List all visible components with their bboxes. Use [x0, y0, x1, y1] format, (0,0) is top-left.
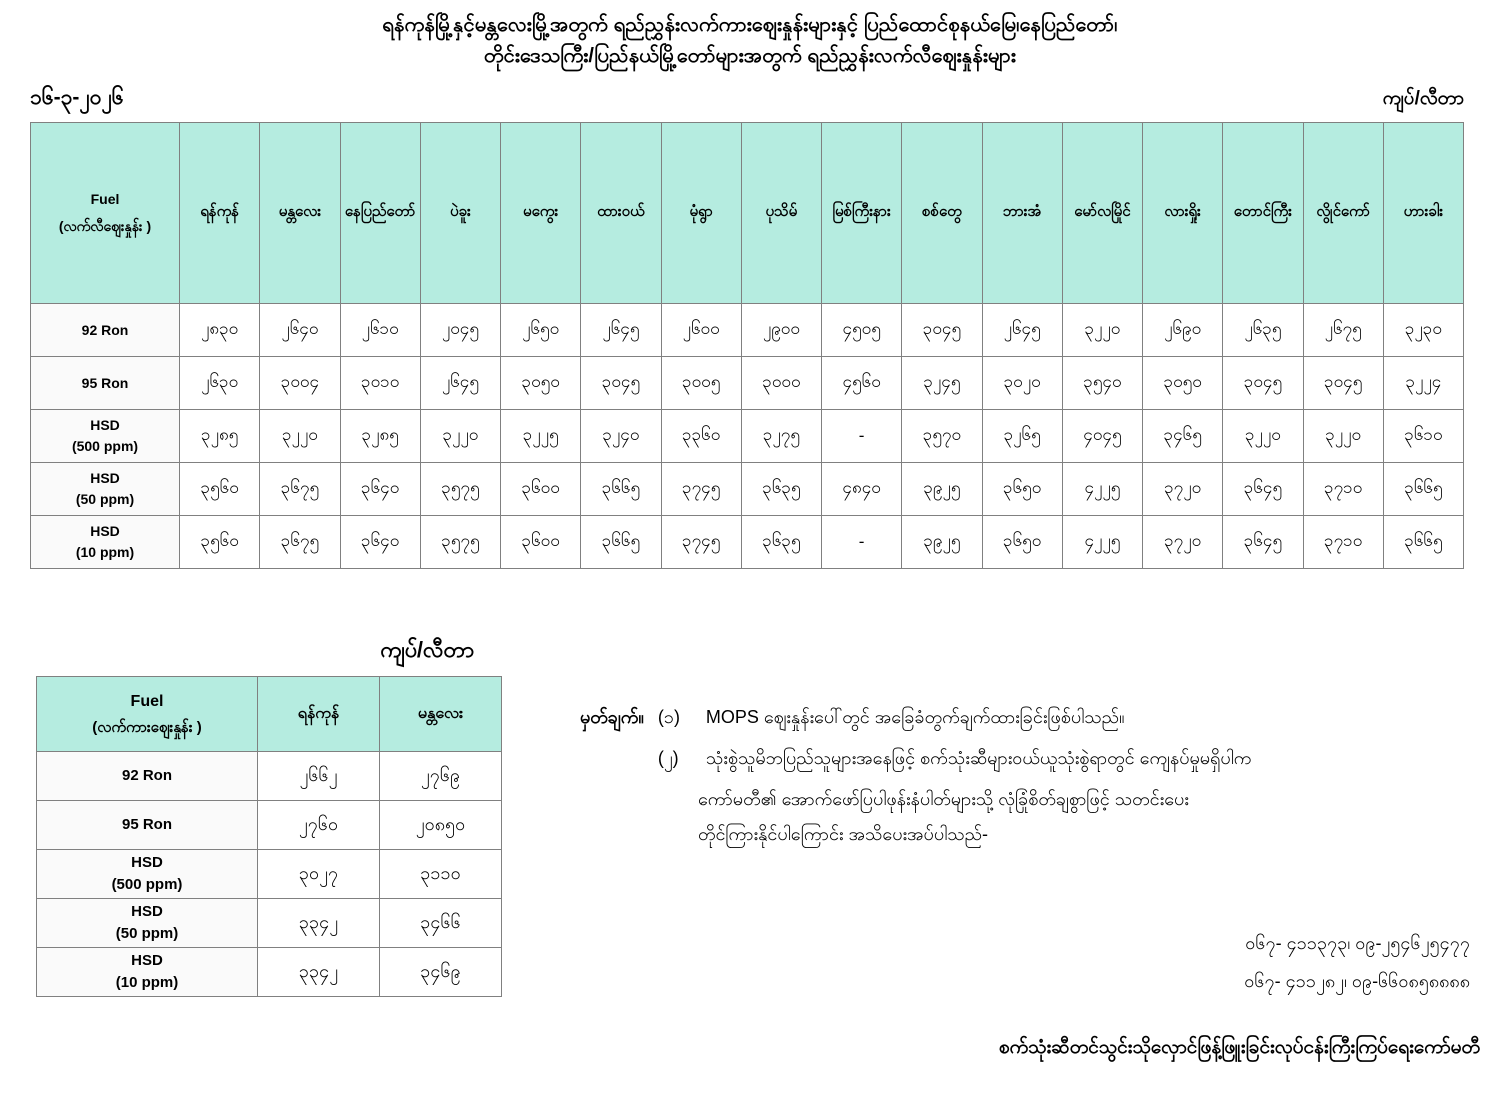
price-cell: ၃၀၄၅ [581, 357, 661, 410]
column-header-city: မုံရွာ [661, 123, 741, 304]
price-cell: ၃၀၂၇ [258, 850, 380, 899]
price-cell: ၂၈၃၀ [180, 304, 260, 357]
price-cell: ၃၀၀၀ [741, 357, 821, 410]
column-header-city: မော်လမြိုင် [1062, 123, 1142, 304]
table-row [37, 801, 502, 850]
row-label-line-1: 92 Ron [121, 766, 172, 784]
column-header-city: လားရှိုး [1143, 123, 1223, 304]
price-cell: ၄၅၀၅ [822, 304, 902, 357]
price-cell: ၃၇၂၀ [1143, 463, 1223, 516]
row-label-line-1: 95 Ron [121, 815, 172, 833]
row-label [37, 899, 258, 948]
price-cell: ၃၆၇၅ [260, 463, 340, 516]
column-header-city: လွိုင်ကော် [1303, 123, 1383, 304]
row-label [31, 410, 180, 463]
price-cell: ၃၆၆၅ [1383, 463, 1463, 516]
table-row [31, 516, 1464, 569]
note-text: ကော်မတီ၏ အောက်ဖော်ပြပါဖုန်းနံပါတ်များသို့ လုံခြုံစိတ်ချစွာဖြင့် သတင်းပေး [698, 789, 1189, 810]
table-row [31, 410, 1464, 463]
price-cell: ၃၂၂၀ [1223, 410, 1303, 463]
price-cell: - [822, 516, 902, 569]
row-label-line-2: (10 ppm) [75, 544, 135, 560]
price-cell: ၃၅၄၀ [1062, 357, 1142, 410]
price-cell: ၃၆၆၅ [581, 463, 661, 516]
price-cell: ၂၆၀၀ [661, 304, 741, 357]
price-cell: ၃၅၆၀ [180, 463, 260, 516]
row-label [37, 801, 258, 850]
price-cell: ၃၂၃၀ [1383, 304, 1463, 357]
price-cell: ၄၀၄၅ [1062, 410, 1142, 463]
price-cell: ၃၆၆၅ [581, 516, 661, 569]
row-label-line-1: HSD [90, 523, 120, 539]
fuel-header-line-2: (လက်ကားဈေးနှုန်း ) [92, 718, 202, 736]
row-label [37, 948, 258, 997]
wholesale-price-table-head [37, 677, 502, 752]
price-cell: ၃၂၂၀ [420, 410, 500, 463]
row-label-line-1: HSD [90, 417, 120, 433]
price-cell: ၃၂၂၀ [260, 410, 340, 463]
column-header-city: မကွေး [501, 123, 581, 304]
column-header-city: ထားဝယ် [581, 123, 661, 304]
row-label-line-1: HSD [131, 902, 163, 920]
column-header-fuel [37, 677, 258, 752]
row-label-line-2: (500 ppm) [71, 438, 139, 454]
note-number: (၁) [657, 707, 680, 727]
column-header-city: တောင်ကြီး [1223, 123, 1303, 304]
price-cell: ၃၂၈၅ [180, 410, 260, 463]
price-cell: ၃၂၄၀ [581, 410, 661, 463]
row-label-line-1: HSD [90, 470, 120, 486]
price-cell: ၂၆၄၅ [420, 357, 500, 410]
price-cell: ၃၂၇၅ [741, 410, 821, 463]
price-cell: ၂၀၈၅၀ [380, 801, 502, 850]
column-header-city: မန္တလေး [380, 677, 502, 752]
price-cell: ၃၆၇၅ [260, 516, 340, 569]
price-cell: ၃၀၅၀ [501, 357, 581, 410]
unit-label-wholesale-table: ကျပ်/လီတာ [380, 637, 475, 662]
price-cell: ၃၂၂၅ [501, 410, 581, 463]
price-cell: ၄၅၆၀ [822, 357, 902, 410]
row-label [31, 357, 180, 410]
row-label [31, 304, 180, 357]
price-cell: ၄၂၂၅ [1062, 463, 1142, 516]
table-row [37, 850, 502, 899]
price-cell: ၃၇၁၀ [1303, 516, 1383, 569]
price-cell: ၃၆၅၀ [982, 463, 1062, 516]
column-header-city: မန္တလေး [260, 123, 340, 304]
row-label-line-2: (50 ppm) [75, 491, 135, 507]
price-cell: ၃၅၆၀ [180, 516, 260, 569]
price-cell: ၃၃၄၂ [258, 948, 380, 997]
note-text: တိုင်ကြားနိုင်ပါကြောင်း အသိပေးအပ်ပါသည်- [698, 824, 988, 845]
unit-label-main-table: ကျပ်/လီတာ [1382, 88, 1464, 109]
price-cell: ၃၇၄၅ [661, 463, 741, 516]
column-header-city: ဟားခါး [1383, 123, 1463, 304]
row-label [37, 850, 258, 899]
note-number: (၂) [657, 748, 679, 769]
retail-price-table [30, 122, 1464, 569]
price-cell: ၃၇၁၀ [1303, 463, 1383, 516]
price-cell: ၃၆၆၅ [1383, 516, 1463, 569]
price-cell: ၃၄၆၆ [380, 899, 502, 948]
price-cell: ၃၅၇၀ [902, 410, 982, 463]
price-cell: ၂၉၀၀ [741, 304, 821, 357]
column-header-city: ရန်ကုန် [180, 123, 260, 304]
row-label-line-2: (10 ppm) [115, 974, 179, 991]
price-cell: ၃၆၄၀ [340, 463, 420, 516]
price-cell: ၃၁၁၀ [380, 850, 502, 899]
row-label-line-1: 92 Ron [81, 321, 129, 338]
row-label-line-2: (500 ppm) [111, 876, 183, 893]
price-cell: ၃၂၂၀ [1303, 410, 1383, 463]
row-label-line-1: HSD [131, 853, 163, 871]
fuel-header-line-2: (လက်လီဈေးနှုန်း ) [58, 218, 152, 234]
price-cell: ၃၀၀၅ [661, 357, 741, 410]
table-header-row [37, 677, 502, 752]
price-cell: ၃၆၃၅ [741, 516, 821, 569]
table-row [31, 304, 1464, 357]
price-cell: ၂၆၄၀ [260, 304, 340, 357]
price-cell: ၃၇၂၀ [1143, 516, 1223, 569]
price-cell: ၃၆၃၅ [741, 463, 821, 516]
price-cell: ၃၄၆၅ [1143, 410, 1223, 463]
note-item [580, 700, 1470, 735]
row-label [37, 752, 258, 801]
price-cell: ၃၃၄၂ [258, 899, 380, 948]
price-cell: ၃၀၅၀ [1143, 357, 1223, 410]
price-cell: ၄၈၄၀ [822, 463, 902, 516]
column-header-city: ဘားအံ [982, 123, 1062, 304]
table-row [37, 899, 502, 948]
price-cell: ၂၇၆၉ [380, 752, 502, 801]
price-cell: ၃၀၄၅ [1223, 357, 1303, 410]
price-cell: ၃၀၄၅ [902, 304, 982, 357]
price-cell: ၂၆၃၅ [1223, 304, 1303, 357]
wholesale-price-table-body [37, 752, 502, 997]
price-cell: ၂၆၁၀ [340, 304, 420, 357]
price-cell: ၂၆၄၅ [982, 304, 1062, 357]
column-header-city: စစ်တွေ [902, 123, 982, 304]
price-cell: ၃၂၂၀ [1062, 304, 1142, 357]
note-item [580, 741, 1470, 776]
contact-phone-line: ၀၆၇- ၄၁၁၂၈၂၊ ၀၉-၆၆၀၈၅၈၈၈၈ [1244, 970, 1470, 991]
price-cell: ၂၀၄၅ [420, 304, 500, 357]
price-cell: ၃၂၆၅ [982, 410, 1062, 463]
document-date: ၁၆-၃-၂၀၂၆ [30, 86, 124, 109]
fuel-header-line-1: Fuel [130, 692, 164, 710]
contact-phone-list [580, 925, 1490, 1001]
price-cell: ၃၂၄၅ [902, 357, 982, 410]
price-cell: ၂၆၇၅ [1303, 304, 1383, 357]
notes-heading: မှတ်ချက်။ [580, 707, 644, 727]
retail-price-table-head [31, 123, 1464, 304]
table-row [37, 948, 502, 997]
price-cell: ၂၆၄၅ [581, 304, 661, 357]
price-cell: ၃၆၅၀ [982, 516, 1062, 569]
table-row [37, 752, 502, 801]
row-label [31, 463, 180, 516]
price-cell: ၃၆၄၅ [1223, 516, 1303, 569]
price-cell: ၃၆၄၅ [1223, 463, 1303, 516]
price-cell: ၂၇၆၀ [258, 801, 380, 850]
price-cell: ၃၆၄၀ [340, 516, 420, 569]
column-header-city: မြစ်ကြီးနား [822, 123, 902, 304]
title-line-1: ရန်ကုန်မြို့နှင့်မန္တလေးမြို့အတွက် ရည်ညွှန်းလက်ကားဈေးနှုန်းများနှင့် ပြည်ထောင်စုနယ်မြေ၊နေပြည်တော်၊ [382, 14, 1118, 36]
price-cell: ၃၀၂၀ [982, 357, 1062, 410]
table-header-row [31, 123, 1464, 304]
price-cell: ၃၂၈၅ [340, 410, 420, 463]
price-cell: ၃၄၆၉ [380, 948, 502, 997]
price-cell: ၂၆၅၀ [501, 304, 581, 357]
document-header [0, 0, 1500, 72]
column-header-city: နေပြည်တော် [340, 123, 420, 304]
price-cell: ၄၂၂၅ [1062, 516, 1142, 569]
price-cell: ၃၆၁၀ [1383, 410, 1463, 463]
fuel-header-line-1: Fuel [90, 191, 120, 208]
price-cell: ၃၀၄၅ [1303, 357, 1383, 410]
column-header-city: ပဲခူး [420, 123, 500, 304]
row-label-line-2: (50 ppm) [115, 925, 179, 942]
price-cell: ၂၆၃၀ [180, 357, 260, 410]
row-label [31, 516, 180, 569]
price-cell: ၃၇၄၅ [661, 516, 741, 569]
wholesale-price-table [36, 676, 502, 997]
notes-section [580, 700, 1470, 852]
price-cell: - [822, 410, 902, 463]
price-cell: ၃၆၀၀ [501, 463, 581, 516]
price-cell: ၃၉၂၅ [902, 463, 982, 516]
meta-row [0, 84, 1500, 118]
price-cell: ၃၅၇၅ [420, 463, 500, 516]
price-cell: ၂၆၉၀ [1143, 304, 1223, 357]
row-label-line-1: 95 Ron [81, 374, 129, 391]
column-header-fuel [31, 123, 180, 304]
price-cell: ၃၉၂၅ [902, 516, 982, 569]
contact-phone-line: ၀၆၇- ၄၁၁၃၇၃၊ ၀၉-၂၅၄၆၂၅၄၇၇ [1245, 933, 1470, 953]
price-cell: ၃၀၁၀ [340, 357, 420, 410]
table-row [31, 463, 1464, 516]
price-cell: ၃၀၀၄ [260, 357, 340, 410]
price-cell: ၃၃၆၀ [661, 410, 741, 463]
price-cell: ၃၂၂၄ [1383, 357, 1463, 410]
note-text: MOPS ဈေးနှုန်းပေါ်တွင် အခြေခံတွက်ချက်ထားခြင်းဖြစ်ပါသည်။ [705, 707, 1125, 727]
price-cell: ၂၆၆၂ [258, 752, 380, 801]
column-header-city: ရန်ကုန် [258, 677, 380, 752]
price-cell: ၃၅၇၅ [420, 516, 500, 569]
price-cell: ၃၆၀၀ [501, 516, 581, 569]
committee-signature: စက်သုံးဆီတင်သွင်းသိုလှောင်ဖြန့်ဖြူးခြင်းလုပ်ငန်းကြီးကြပ်ရေးကော်မတီ [998, 1037, 1480, 1058]
title-line-2: တိုင်းဒေသကြီး/ပြည်နယ်မြို့တော်များအတွက် ရည်ညွှန်းလက်လီဈေးနှုန်းများ [483, 45, 1017, 67]
row-label-line-1: HSD [131, 951, 163, 969]
retail-price-table-body [31, 304, 1464, 569]
note-text: သုံးစွဲသူမိဘပြည်သူများအနေဖြင့် စက်သုံးဆီများဝယ်ယူသုံးစွဲရာတွင် ကျေနပ်မှုမရှိပါက [705, 748, 1252, 769]
column-header-city: ပုသိမ် [741, 123, 821, 304]
table-row [31, 357, 1464, 410]
